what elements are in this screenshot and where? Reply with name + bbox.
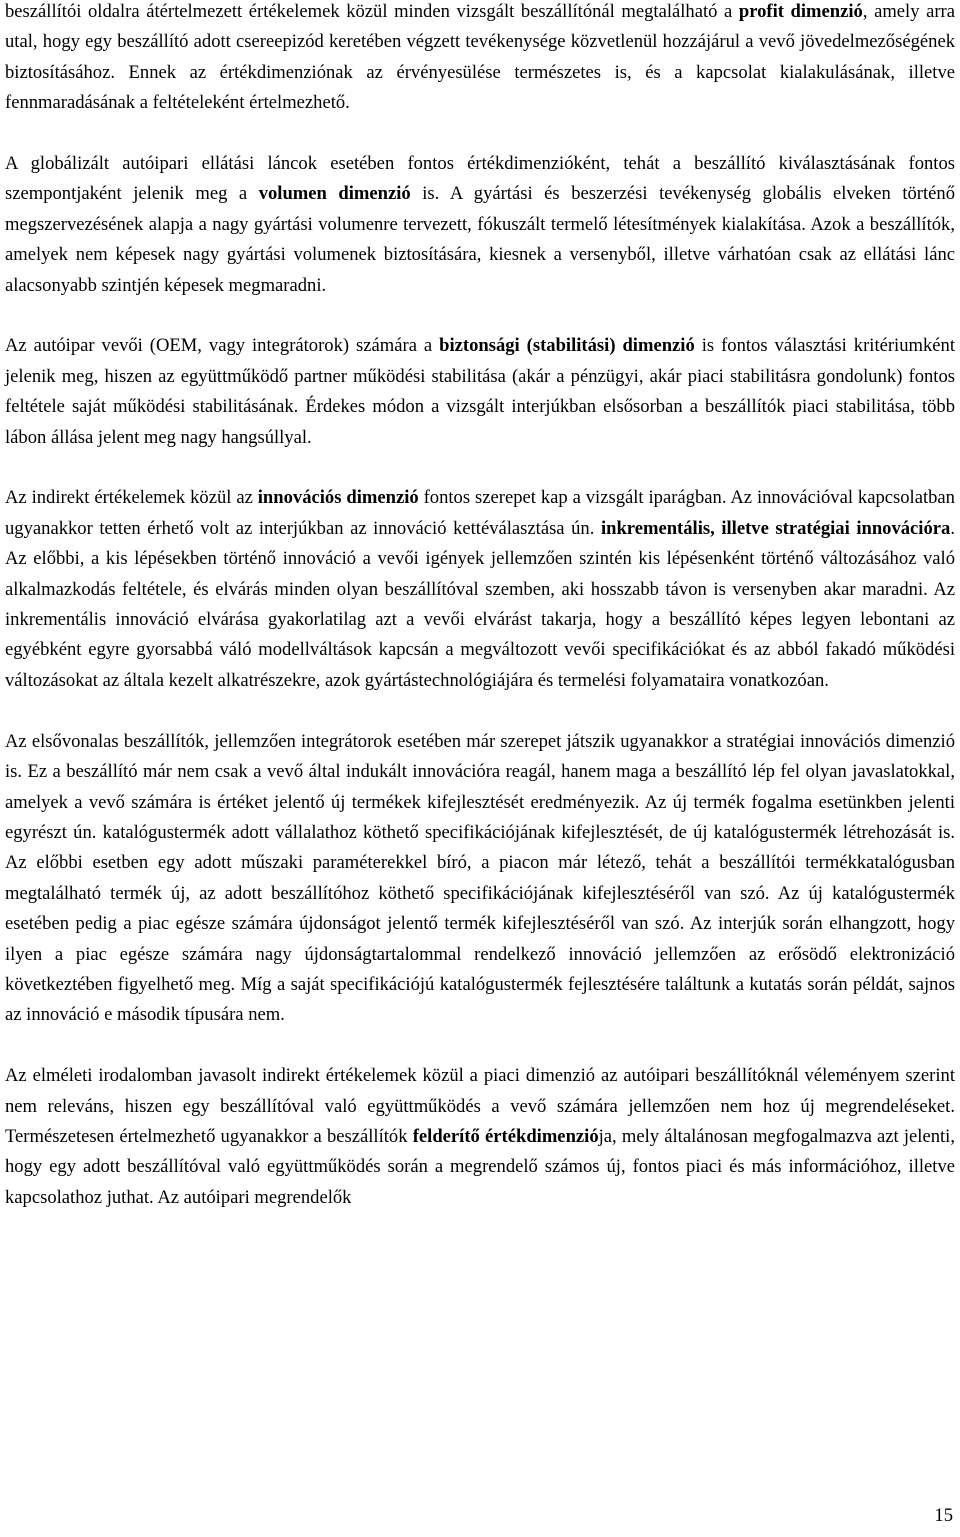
document-page (5, 0, 955, 1244)
paragraph-text: is. A gyártási és beszerzési tevékenység globális elveken történő megszervezésének alapja a nagy gyártási volumenre tervezett, fókuszált termelő létesítmények kialakítása. Azok a beszállítók, amelyek nem képesek nagy gyártási volumenek biztosítására, kiesnek a versenyből, illetve várhatóan csak az ellátási lánc alacsonyabb szintjén képesek megmaradni. (5, 183, 955, 296)
paragraph-text: Az elméleti irodalomban javasolt indirekt értékelemek közül a piaci dimenzió az autóipari beszállítóknál véleményem szerint nem releváns, hiszen egy beszállítóval való együttműködés a vevő számára jellemzően nem hoz új megrendeléseket. Természetesen értelmezhető ugyanakkor a beszállítók (5, 1065, 955, 1147)
bold-term: innovációs dimenzió (257, 487, 419, 509)
paragraph-text: is fontos választási kritériumként jelenik meg, hiszen az együttműködő partner működési stabilitása (akár a pénzügyi, akár piaci stabilitásra gondolunk) fontos feltétele saját működési stabilitásának. Érdekes módon a vizsgált interjúkban elsősorban a beszállítók piaci stabilitása, több lábon állása jelent meg nagy hangsúllyal. (5, 335, 955, 448)
paragraph-security-dimension (5, 331, 955, 453)
paragraph-text: Az autóipar vevői (OEM, vagy integrátorok) számára a (5, 335, 440, 357)
bold-term: volumen dimenzió (258, 183, 411, 205)
paragraph-text: fontos szerepet kap a vizsgált iparágban. Az innovációval kapcsolatban ugyanakkor tetten érhető volt az interjúkban az innováció kettéválasztása ún. (5, 487, 955, 539)
paragraph-volume-dimension (5, 149, 955, 301)
paragraph-exploration-dimension (5, 1061, 955, 1213)
paragraph-text: Az indirekt értékelemek közül az (5, 487, 258, 509)
page-number: 15 (934, 1505, 953, 1526)
paragraph-text: Az elsővonalas beszállítók, jellemzően integrátorok esetében már szerepet játszik ugyanakkor a stratégiai innovációs dimenzió is. Ez a beszállító már nem csak a vevő által indukált innovációra reagál, hanem maga a beszállító lép fel olyan javaslatokkal, amelyek a vevő számára is értéket jelentő új termékek kifejlesztését eredményezik. Az új termék fogalma esetünkben jelenti egyrészt ún. katalógustermék adott vállalathoz köthető specifikációjának kifejlesztését, de új katalógustermék létrehozását is. Az előbbi esetben egy adott műszaki paraméterekkel bíró, a piacon már létező, tehát a beszállítói termékkatalógusban megtalálható termék új, az adott beszállítóhoz köthető specifikációjának kifejlesztéséről van szó. Az új katalógustermék esetében pedig a piac egésze számára újdonságot jelentő termék kifejlesztéséről van szó. Az interjúk során elhangzott, hogy ilyen a piac egésze számára nagy újdonságtartalommal rendelkező innováció jellemzően az erősödő elektronizáció következtében figyelhető meg. Míg a saját specifikációjú katalógustermék fejlesztésére találtunk a kutatás során példát, sajnos az innováció e második típusára nem. (5, 730, 955, 1026)
bold-term: biztonsági (stabilitási) dimenzió (439, 335, 695, 357)
bold-term: felderítő értékdimenzió (412, 1125, 599, 1147)
paragraph-text: A globálizált autóipari ellátási láncok esetében fontos értékdimenzióként, tehát a beszállító kiválasztásának fontos szempontjaként jelenik meg a (5, 153, 955, 205)
paragraph-text: , amely arra utal, hogy egy beszállító adott csereepizód keretében végzett tevékenysége közvetlenül hozzájárul a vevő jövedelmezőségének biztosításához. Ennek az értékdimenziónak az érvényesülése természetes is, és a kapcsolat kialakulásának, illetve fennmaradásának a feltételeként értelmezhető. (5, 1, 955, 114)
paragraph-text: beszállítói oldalra átértelmezett értékelemek közül minden vizsgált beszállítónál megtalálható a (5, 1, 739, 22)
paragraph-strategic-innovation (5, 727, 955, 1031)
paragraph-innovation-dimension (5, 483, 955, 696)
paragraph-text: . Az előbbi, a kis lépésekben történő innováció a vevői igények jellemzően szintén kis lépésenként történő változásához való alkalmazkodás feltétele, és elvárás minden olyan beszállítóval szemben, aki hosszabb távon is versenyben akar maradni. Az inkrementális innováció elvárása gyakorlatilag azt a vevői elvárást takarja, hogy a beszállító képes legyen lebontani az egyébként egyre gyorsabbá váló modellváltások kapcsán a megváltozott vevői specifikációkat és az abból fakadó működési változásokat az általa kezelt alkatrészekre, azok gyártástechnológiájára és termelési folyamataira vonatkozóan. (5, 517, 955, 691)
paragraph-profit-dimension (5, 0, 955, 119)
bold-term: profit dimenzió (738, 1, 863, 22)
bold-term: inkrementális, illetve stratégiai innovációra (600, 517, 951, 539)
paragraph-text: ja, mely általánosan megfogalmazva azt jelenti, hogy egy adott beszállítóval való együttműködés során a megrendelő számos új, fontos piaci és más információhoz, illetve kapcsolathoz juthat. Az autóipari megrendelők (5, 1125, 955, 1208)
